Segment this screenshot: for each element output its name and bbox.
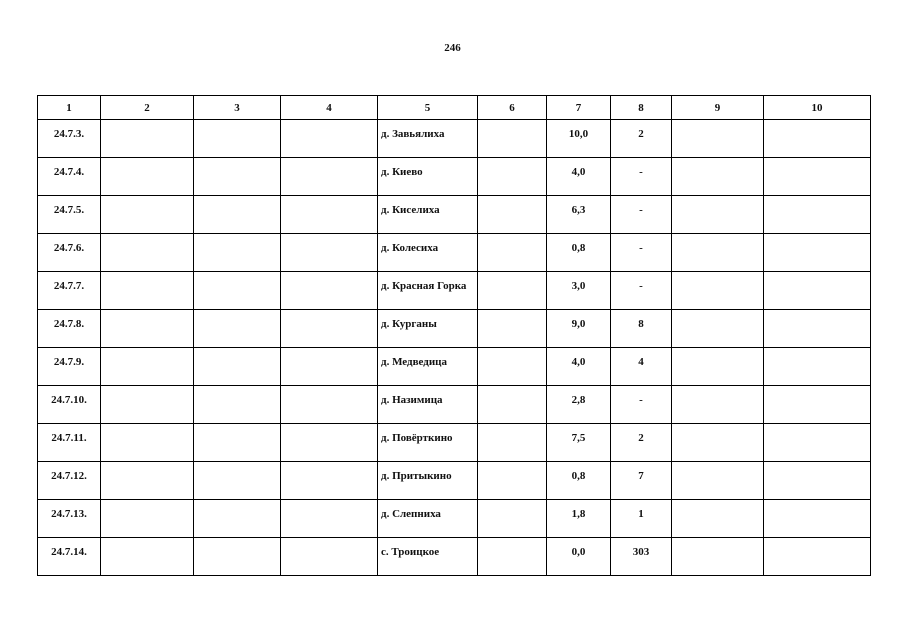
column-8-value: 2 (638, 128, 644, 140)
empty-cell-content (672, 234, 763, 242)
empty-cell (194, 234, 281, 272)
empty-cell-content (101, 310, 193, 318)
row-number: 24.7.14. (51, 546, 87, 558)
settlement-name-cell (378, 196, 478, 234)
column-header-1: 1 (38, 96, 101, 120)
empty-cell (764, 120, 871, 158)
empty-cell (281, 348, 378, 386)
empty-cell (764, 310, 871, 348)
column-8-value: - (639, 394, 643, 406)
empty-cell (281, 158, 378, 196)
empty-cell-content (281, 348, 377, 356)
settlements-table (37, 95, 871, 576)
empty-cell-content (764, 348, 870, 356)
empty-cell (764, 538, 871, 576)
empty-cell (672, 272, 764, 310)
empty-cell (478, 158, 547, 196)
column-header-9: 9 (672, 96, 764, 120)
empty-cell-content (672, 462, 763, 470)
table-row (38, 538, 871, 576)
column-8-cell (611, 462, 672, 500)
empty-cell (101, 348, 194, 386)
empty-cell-content (478, 500, 546, 508)
empty-cell (672, 386, 764, 424)
empty-cell-content (764, 462, 870, 470)
empty-cell (101, 196, 194, 234)
column-header-5: 5 (378, 96, 478, 120)
empty-cell-content (194, 272, 280, 280)
column-8-value: - (639, 204, 643, 216)
empty-cell (101, 500, 194, 538)
empty-cell-content (101, 500, 193, 508)
empty-cell-content (281, 120, 377, 128)
table-row (38, 500, 871, 538)
empty-cell (281, 272, 378, 310)
empty-cell (281, 462, 378, 500)
column-8-value: 2 (638, 432, 644, 444)
empty-cell (281, 538, 378, 576)
empty-cell-content (194, 120, 280, 128)
column-7-value: 4,0 (571, 356, 586, 368)
column-header-4: 4 (281, 96, 378, 120)
row-number-cell (38, 158, 101, 196)
table-row (38, 462, 871, 500)
row-number: 24.7.3. (53, 128, 85, 140)
settlement-name: д. Повёрткино (381, 432, 453, 444)
empty-cell-content (281, 424, 377, 432)
settlement-name-cell (378, 386, 478, 424)
empty-cell-content (672, 272, 763, 280)
empty-cell (281, 120, 378, 158)
column-8-value: - (639, 166, 643, 178)
empty-cell-content (764, 196, 870, 204)
column-8-value: - (639, 242, 643, 254)
empty-cell-content (194, 424, 280, 432)
empty-cell (281, 310, 378, 348)
empty-cell-content (672, 348, 763, 356)
empty-cell (194, 272, 281, 310)
column-header-2: 2 (101, 96, 194, 120)
empty-cell-content (478, 310, 546, 318)
table-row (38, 310, 871, 348)
empty-cell (194, 538, 281, 576)
column-8-cell (611, 424, 672, 462)
empty-cell (764, 158, 871, 196)
column-header-7: 7 (547, 96, 611, 120)
empty-cell-content (101, 196, 193, 204)
empty-cell (194, 120, 281, 158)
empty-cell-content (101, 158, 193, 166)
row-number: 24.7.7. (53, 280, 85, 292)
empty-cell-content (101, 538, 193, 546)
column-7-cell (547, 196, 611, 234)
row-number: 24.7.8. (53, 318, 85, 330)
empty-cell (672, 310, 764, 348)
empty-cell (764, 234, 871, 272)
empty-cell-content (764, 158, 870, 166)
column-7-cell (547, 424, 611, 462)
settlement-name: д. Притыкино (381, 470, 452, 482)
row-number: 24.7.13. (51, 508, 87, 520)
settlement-name-cell (378, 424, 478, 462)
empty-cell (764, 272, 871, 310)
column-header-6: 6 (478, 96, 547, 120)
empty-cell (672, 462, 764, 500)
empty-cell (764, 462, 871, 500)
settlement-name-cell (378, 272, 478, 310)
empty-cell-content (478, 158, 546, 166)
empty-cell-content (764, 424, 870, 432)
empty-cell-content (672, 310, 763, 318)
table-row (38, 348, 871, 386)
empty-cell-content (281, 386, 377, 394)
column-7-cell (547, 462, 611, 500)
empty-cell (478, 500, 547, 538)
settlement-name-cell (378, 500, 478, 538)
empty-cell-content (194, 158, 280, 166)
row-number-cell (38, 310, 101, 348)
column-7-cell (547, 538, 611, 576)
column-7-value: 7,5 (571, 432, 586, 444)
empty-cell (478, 538, 547, 576)
empty-cell-content (194, 386, 280, 394)
column-7-value: 9,0 (571, 318, 586, 330)
column-7-value: 6,3 (571, 204, 586, 216)
column-8-value: 8 (638, 318, 644, 330)
column-8-cell (611, 348, 672, 386)
empty-cell-content (764, 538, 870, 546)
empty-cell (764, 500, 871, 538)
empty-cell (478, 196, 547, 234)
empty-cell (478, 462, 547, 500)
empty-cell-content (764, 120, 870, 128)
settlement-name: д. Курганы (381, 318, 437, 330)
row-number-cell (38, 500, 101, 538)
column-8-value: 303 (632, 546, 650, 558)
column-8-cell (611, 310, 672, 348)
column-8-value: 4 (638, 356, 644, 368)
empty-cell-content (101, 120, 193, 128)
column-7-cell (547, 120, 611, 158)
empty-cell-content (478, 386, 546, 394)
empty-cell (478, 272, 547, 310)
empty-cell (672, 120, 764, 158)
empty-cell (281, 234, 378, 272)
empty-cell-content (478, 462, 546, 470)
column-7-value: 1,8 (571, 508, 586, 520)
empty-cell (194, 348, 281, 386)
empty-cell (281, 424, 378, 462)
empty-cell (281, 196, 378, 234)
empty-cell-content (194, 538, 280, 546)
column-7-value: 2,8 (571, 394, 586, 406)
column-8-value: 7 (638, 470, 644, 482)
empty-cell-content (281, 196, 377, 204)
empty-cell (478, 386, 547, 424)
empty-cell (672, 234, 764, 272)
empty-cell-content (281, 462, 377, 470)
empty-cell (672, 348, 764, 386)
empty-cell (194, 462, 281, 500)
row-number: 24.7.10. (51, 394, 87, 406)
empty-cell (194, 500, 281, 538)
column-8-cell (611, 234, 672, 272)
empty-cell-content (101, 462, 193, 470)
empty-cell (672, 196, 764, 234)
empty-cell (672, 158, 764, 196)
empty-cell (101, 424, 194, 462)
empty-cell (478, 348, 547, 386)
settlement-name: д. Слепниха (381, 508, 441, 520)
row-number: 24.7.4. (53, 166, 85, 178)
column-8-cell (611, 158, 672, 196)
empty-cell-content (764, 310, 870, 318)
column-7-cell (547, 500, 611, 538)
empty-cell-content (281, 310, 377, 318)
column-7-value: 0,0 (571, 546, 586, 558)
column-7-cell (547, 272, 611, 310)
empty-cell (101, 158, 194, 196)
column-7-value: 3,0 (571, 280, 586, 292)
empty-cell-content (478, 120, 546, 128)
empty-cell-content (672, 386, 763, 394)
empty-cell (101, 310, 194, 348)
settlement-name-cell (378, 158, 478, 196)
empty-cell (478, 424, 547, 462)
table-row (38, 234, 871, 272)
empty-cell (194, 158, 281, 196)
column-7-cell (547, 348, 611, 386)
empty-cell-content (194, 348, 280, 356)
row-number-cell (38, 386, 101, 424)
empty-cell-content (764, 386, 870, 394)
settlement-name-cell (378, 462, 478, 500)
settlement-name-cell (378, 120, 478, 158)
column-7-cell (547, 234, 611, 272)
empty-cell (101, 386, 194, 424)
table-row (38, 120, 871, 158)
column-8-cell (611, 272, 672, 310)
empty-cell (764, 348, 871, 386)
row-number-cell (38, 196, 101, 234)
settlement-name-cell (378, 234, 478, 272)
settlement-name-cell (378, 310, 478, 348)
empty-cell-content (672, 424, 763, 432)
settlement-name: д. Назимица (381, 394, 443, 406)
column-7-cell (547, 158, 611, 196)
column-7-value: 0,8 (571, 242, 586, 254)
empty-cell (672, 424, 764, 462)
empty-cell-content (478, 272, 546, 280)
empty-cell-content (194, 310, 280, 318)
settlement-name: д. Завьялиха (381, 128, 445, 140)
page-number: 246 (444, 42, 461, 54)
table-row (38, 196, 871, 234)
column-7-value: 10,0 (568, 128, 589, 140)
table-row (38, 272, 871, 310)
column-8-cell (611, 120, 672, 158)
empty-cell-content (478, 538, 546, 546)
empty-cell-content (764, 500, 870, 508)
table-row (38, 424, 871, 462)
empty-cell-content (281, 158, 377, 166)
row-number-cell (38, 424, 101, 462)
empty-cell (478, 120, 547, 158)
row-number-cell (38, 538, 101, 576)
empty-cell-content (281, 234, 377, 242)
empty-cell-content (764, 272, 870, 280)
column-header-10: 10 (764, 96, 871, 120)
row-number: 24.7.9. (53, 356, 85, 368)
table-row (38, 386, 871, 424)
settlement-name: д. Киево (381, 166, 423, 178)
empty-cell (764, 424, 871, 462)
empty-cell-content (478, 348, 546, 356)
empty-cell-content (764, 234, 870, 242)
empty-cell-content (478, 196, 546, 204)
column-8-cell (611, 196, 672, 234)
settlement-name: д. Киселиха (381, 204, 440, 216)
column-7-cell (547, 310, 611, 348)
empty-cell (672, 538, 764, 576)
settlement-name: с. Троицкое (381, 546, 440, 558)
empty-cell-content (281, 500, 377, 508)
empty-cell (101, 234, 194, 272)
empty-cell (101, 538, 194, 576)
empty-cell (672, 500, 764, 538)
empty-cell-content (101, 424, 193, 432)
column-header-3: 3 (194, 96, 281, 120)
empty-cell-content (672, 120, 763, 128)
empty-cell-content (672, 538, 763, 546)
row-number-cell (38, 272, 101, 310)
table-row (38, 158, 871, 196)
empty-cell (478, 310, 547, 348)
empty-cell-content (194, 462, 280, 470)
row-number: 24.7.6. (53, 242, 85, 254)
empty-cell (101, 272, 194, 310)
column-7-value: 4,0 (571, 166, 586, 178)
settlement-name-cell (378, 538, 478, 576)
empty-cell (194, 386, 281, 424)
settlement-name: д. Колесиха (381, 242, 439, 254)
column-8-cell (611, 500, 672, 538)
empty-cell-content (672, 500, 763, 508)
column-8-cell (611, 386, 672, 424)
empty-cell-content (672, 158, 763, 166)
empty-cell-content (478, 424, 546, 432)
column-8-value: 1 (638, 508, 644, 520)
empty-cell-content (194, 196, 280, 204)
empty-cell-content (101, 272, 193, 280)
settlement-name-cell (378, 348, 478, 386)
row-number-cell (38, 234, 101, 272)
column-7-cell (547, 386, 611, 424)
row-number: 24.7.11. (51, 432, 87, 444)
column-header-8: 8 (611, 96, 672, 120)
row-number: 24.7.12. (51, 470, 87, 482)
row-number: 24.7.5. (53, 204, 85, 216)
empty-cell-content (281, 272, 377, 280)
empty-cell-content (101, 386, 193, 394)
empty-cell (764, 386, 871, 424)
empty-cell (194, 424, 281, 462)
empty-cell (101, 120, 194, 158)
empty-cell-content (101, 348, 193, 356)
empty-cell-content (478, 234, 546, 242)
empty-cell-content (194, 500, 280, 508)
column-8-cell (611, 538, 672, 576)
empty-cell-content (672, 196, 763, 204)
empty-cell (281, 500, 378, 538)
empty-cell-content (281, 538, 377, 546)
column-8-value: - (639, 280, 643, 292)
table-body (38, 120, 871, 576)
settlement-name: д. Медведица (381, 356, 448, 368)
empty-cell (764, 196, 871, 234)
empty-cell (194, 310, 281, 348)
empty-cell (101, 462, 194, 500)
row-number-cell (38, 120, 101, 158)
empty-cell-content (194, 234, 280, 242)
empty-cell (478, 234, 547, 272)
row-number-cell (38, 348, 101, 386)
empty-cell (281, 386, 378, 424)
empty-cell-content (101, 234, 193, 242)
column-7-value: 0,8 (571, 470, 586, 482)
header-row (38, 96, 871, 120)
settlement-name: д. Красная Горка (381, 280, 467, 292)
row-number-cell (38, 462, 101, 500)
empty-cell (194, 196, 281, 234)
